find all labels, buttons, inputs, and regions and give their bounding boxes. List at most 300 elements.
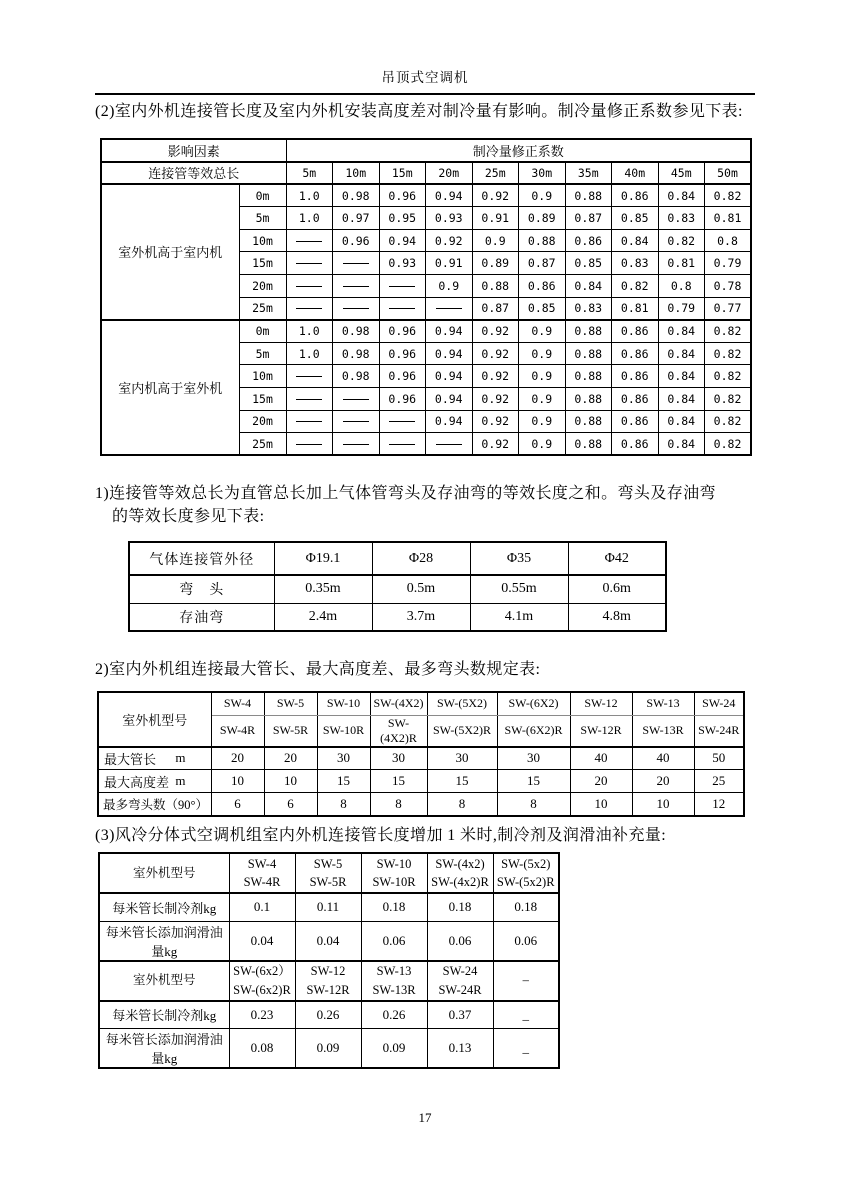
coefficient-value: 0.92 bbox=[472, 388, 519, 411]
length-col-header: 40m bbox=[612, 162, 659, 185]
cell-value: 20 bbox=[211, 747, 264, 770]
na-dash bbox=[296, 263, 322, 264]
cell-value: 0.6m bbox=[568, 575, 666, 603]
na-dash bbox=[343, 399, 369, 400]
model-name: SW-5 bbox=[264, 692, 317, 715]
coefficient-value bbox=[286, 365, 333, 388]
coefficient-value: 0.84 bbox=[658, 184, 705, 207]
coefficient-value: 0.88 bbox=[565, 388, 612, 411]
model-name: – bbox=[493, 961, 559, 1001]
coefficient-value: 0.88 bbox=[565, 184, 612, 207]
model-name: SW-24R bbox=[694, 715, 744, 747]
note2-text: 2)室内外机组连接最大管长、最大高度差、最多弯头数规定表: bbox=[95, 661, 541, 678]
row-label: 弯 头 bbox=[129, 575, 274, 603]
coefficient-value: 0.94 bbox=[379, 229, 426, 252]
coefficient-value: 0.92 bbox=[426, 229, 473, 252]
model-name: SW-(4x2) SW-(4x2)R bbox=[427, 853, 493, 893]
length-col-header: 5m bbox=[286, 162, 333, 185]
height-diff-label: 25m bbox=[239, 297, 286, 320]
row-label bbox=[98, 747, 211, 770]
na-dash bbox=[389, 444, 415, 445]
length-col-header: 10m bbox=[333, 162, 380, 185]
coefficient-value: 0.96 bbox=[379, 365, 426, 388]
coefficient-value: 0.86 bbox=[612, 365, 659, 388]
coefficient-value bbox=[333, 252, 380, 275]
model-name: SW-4 bbox=[211, 692, 264, 715]
coefficient-value: 0.84 bbox=[658, 365, 705, 388]
cell-value: 4.1m bbox=[470, 603, 568, 631]
coefficient-value: 0.92 bbox=[472, 342, 519, 365]
coefficient-value: 0.77 bbox=[705, 297, 752, 320]
coefficient-value: 0.87 bbox=[519, 252, 566, 275]
coefficient-value: 0.82 bbox=[705, 184, 752, 207]
coefficient-value bbox=[333, 297, 380, 320]
table-row bbox=[99, 1029, 559, 1069]
na-dash bbox=[436, 444, 462, 445]
cell-value: 15 bbox=[497, 770, 570, 793]
refrigerant-supplement-table bbox=[98, 852, 560, 1069]
coefficient-value bbox=[286, 433, 333, 456]
model-name: SW-13 bbox=[632, 692, 694, 715]
model-name: SW-12 bbox=[570, 692, 632, 715]
equivalent-length-table bbox=[128, 541, 667, 632]
coefficient-value: 0.82 bbox=[705, 365, 752, 388]
table-row bbox=[101, 320, 751, 343]
model-header: 室外机型号 bbox=[98, 692, 211, 747]
coefficient-value bbox=[333, 275, 380, 298]
cell-value: 0.06 bbox=[427, 921, 493, 961]
height-diff-label: 15m bbox=[239, 388, 286, 411]
coefficient-value bbox=[333, 410, 380, 433]
na-dash bbox=[296, 286, 322, 287]
table-row bbox=[101, 184, 751, 207]
coefficient-value: 0.94 bbox=[426, 320, 473, 343]
section2-intro: (2)室内外机连接管长度及室内外机安装高度差对制冷量有影响。制冷量修正系数参见下表: bbox=[95, 103, 743, 120]
model-name: SW-13R bbox=[632, 715, 694, 747]
table-row bbox=[99, 853, 559, 893]
table-row bbox=[129, 575, 666, 603]
cell-value: 20 bbox=[264, 747, 317, 770]
cell-value: 0.06 bbox=[493, 921, 559, 961]
coefficient-value bbox=[379, 275, 426, 298]
height-diff-label: 15m bbox=[239, 252, 286, 275]
model-name: SW-(5X2) bbox=[427, 692, 497, 715]
model-name: SW-12R bbox=[570, 715, 632, 747]
row-label bbox=[98, 770, 211, 793]
coefficient-value: 0.9 bbox=[472, 229, 519, 252]
table-row bbox=[129, 542, 666, 575]
coefficient-value: 1.0 bbox=[286, 207, 333, 230]
coefficient-value: 0.96 bbox=[379, 320, 426, 343]
coefficient-value: 0.97 bbox=[333, 207, 380, 230]
na-dash bbox=[296, 444, 322, 445]
cell-value: 0.5m bbox=[372, 575, 470, 603]
max-limits-table bbox=[97, 691, 745, 817]
row-label: 最多弯头数（90°） bbox=[98, 793, 211, 816]
coefficient-value: 0.98 bbox=[333, 320, 380, 343]
coefficient-value: 0.86 bbox=[612, 320, 659, 343]
na-dash bbox=[343, 308, 369, 309]
cell-value: 0.04 bbox=[295, 921, 361, 961]
note1-line2: 的等效长度参见下表: bbox=[112, 508, 265, 526]
row-label: 每米管长制冷剂kg bbox=[99, 1001, 229, 1029]
coefficient-value: 0.96 bbox=[379, 184, 426, 207]
length-col-header: 25m bbox=[472, 162, 519, 185]
coefficient-value: 0.86 bbox=[612, 433, 659, 456]
model-name: SW-24 bbox=[694, 692, 744, 715]
coefficient-value: 0.81 bbox=[658, 252, 705, 275]
cell-value: 0.18 bbox=[361, 893, 427, 921]
coefficient-value bbox=[286, 297, 333, 320]
cell-value: 0.26 bbox=[295, 1001, 361, 1029]
coefficient-value: 0.86 bbox=[612, 184, 659, 207]
model-name: SW-5 SW-5R bbox=[295, 853, 361, 893]
coefficient-value: 0.88 bbox=[519, 229, 566, 252]
coefficient-value: 0.84 bbox=[658, 320, 705, 343]
coefficient-value: 0.79 bbox=[658, 297, 705, 320]
coefficient-value: 0.86 bbox=[565, 229, 612, 252]
length-col-header: 35m bbox=[565, 162, 612, 185]
row-label: 每米管长添加润滑油量kg bbox=[99, 1029, 229, 1069]
na-dash bbox=[296, 241, 322, 242]
coefficient-value: 0.83 bbox=[658, 207, 705, 230]
coefficient-value bbox=[379, 297, 426, 320]
coefficient-value: 0.84 bbox=[658, 388, 705, 411]
group-label: 室内机高于室外机 bbox=[101, 320, 239, 456]
coefficient-value: 0.98 bbox=[333, 365, 380, 388]
cell-value: 0.04 bbox=[229, 921, 295, 961]
coefficient-value: 0.88 bbox=[472, 275, 519, 298]
model-name: SW-10R bbox=[317, 715, 370, 747]
length-col-header: 15m bbox=[379, 162, 426, 185]
coefficient-value: 0.96 bbox=[333, 229, 380, 252]
na-dash bbox=[389, 308, 415, 309]
height-diff-label: 10m bbox=[239, 229, 286, 252]
cell-value: 20 bbox=[632, 770, 694, 793]
coefficient-value: 0.9 bbox=[426, 275, 473, 298]
cell-value: 8 bbox=[497, 793, 570, 816]
length-col-header: 20m bbox=[426, 162, 473, 185]
model-name: SW-(4X2) bbox=[370, 692, 427, 715]
coefficient-value: 0.84 bbox=[565, 275, 612, 298]
coefficient-value: 0.96 bbox=[379, 388, 426, 411]
coefficient-value: 0.82 bbox=[705, 342, 752, 365]
coefficient-value: 0.94 bbox=[426, 365, 473, 388]
model-name: SW-13 SW-13R bbox=[361, 961, 427, 1001]
na-dash bbox=[343, 444, 369, 445]
coefficient-value: 0.87 bbox=[472, 297, 519, 320]
table-row bbox=[98, 692, 744, 715]
cell-value: 25 bbox=[694, 770, 744, 793]
coefficient-value: 0.82 bbox=[658, 229, 705, 252]
cell-value: 0.35m bbox=[274, 575, 372, 603]
coefficient-value: 1.0 bbox=[286, 184, 333, 207]
coefficient-value: 0.8 bbox=[658, 275, 705, 298]
model-name: SW-(5x2) SW-(5x2)R bbox=[493, 853, 559, 893]
coefficient-value: 0.82 bbox=[612, 275, 659, 298]
row-label: 每米管长添加润滑油量kg bbox=[99, 921, 229, 961]
coefficient-value: 0.82 bbox=[705, 410, 752, 433]
na-dash bbox=[436, 308, 462, 309]
coefficient-value: 0.88 bbox=[565, 433, 612, 456]
row-unit: m bbox=[175, 750, 186, 766]
height-diff-label: 0m bbox=[239, 184, 286, 207]
coefficient-value: 0.81 bbox=[705, 207, 752, 230]
na-dash bbox=[343, 263, 369, 264]
height-diff-label: 20m bbox=[239, 275, 286, 298]
coefficient-value: 0.89 bbox=[472, 252, 519, 275]
coefficient-value: 1.0 bbox=[286, 342, 333, 365]
cell-value: Φ19.1 bbox=[274, 542, 372, 575]
coefficient-value: 0.86 bbox=[612, 388, 659, 411]
cell-value: 0.55m bbox=[470, 575, 568, 603]
row-unit: m bbox=[175, 773, 186, 788]
model-name: SW-(6x2） SW-(6x2)R bbox=[229, 961, 295, 1001]
coefficient-value bbox=[426, 297, 473, 320]
coefficient-value: 0.98 bbox=[333, 184, 380, 207]
model-name: SW-(6X2)R bbox=[497, 715, 570, 747]
cell-value: 0.08 bbox=[229, 1029, 295, 1069]
table-row bbox=[101, 162, 751, 185]
cell-value: 3.7m bbox=[372, 603, 470, 631]
coefficient-value bbox=[333, 388, 380, 411]
cell-value: 15 bbox=[427, 770, 497, 793]
cell-value: 40 bbox=[570, 747, 632, 770]
coefficient-value bbox=[286, 229, 333, 252]
row-label: 气体连接管外径 bbox=[129, 542, 274, 575]
coefficient-value: 0.9 bbox=[519, 388, 566, 411]
coefficient-value bbox=[286, 410, 333, 433]
length-col-header: 45m bbox=[658, 162, 705, 185]
row-label: 存油弯 bbox=[129, 603, 274, 631]
coefficient-value: 0.94 bbox=[426, 184, 473, 207]
na-dash bbox=[389, 421, 415, 422]
cell-value: 0.11 bbox=[295, 893, 361, 921]
height-diff-label: 20m bbox=[239, 410, 286, 433]
table-row bbox=[98, 747, 744, 770]
model-name: SW-(5X2)R bbox=[427, 715, 497, 747]
coefficient-value: 0.92 bbox=[472, 410, 519, 433]
cell-value: 30 bbox=[427, 747, 497, 770]
height-diff-label: 5m bbox=[239, 342, 286, 365]
cell-value: 0.1 bbox=[229, 893, 295, 921]
coefficient-value: 0.93 bbox=[379, 252, 426, 275]
length-header: 连接管等效总长 bbox=[101, 162, 286, 185]
model-name: SW-(6X2) bbox=[497, 692, 570, 715]
coefficient-value: 0.98 bbox=[333, 342, 380, 365]
length-col-header: 50m bbox=[705, 162, 752, 185]
na-dash bbox=[296, 308, 322, 309]
cell-value: 30 bbox=[317, 747, 370, 770]
table-row bbox=[129, 603, 666, 631]
coefficient-value: 0.8 bbox=[705, 229, 752, 252]
cell-value: 8 bbox=[317, 793, 370, 816]
coefficient-value: 0.92 bbox=[472, 184, 519, 207]
cell-value: 15 bbox=[317, 770, 370, 793]
coefficient-value: 0.86 bbox=[519, 275, 566, 298]
coefficient-value: 0.87 bbox=[565, 207, 612, 230]
cell-value: 0.13 bbox=[427, 1029, 493, 1069]
model-header: 室外机型号 bbox=[99, 853, 229, 893]
factor-header: 影响因素 bbox=[101, 139, 286, 162]
model-header: 室外机型号 bbox=[99, 961, 229, 1001]
coefficient-value: 0.81 bbox=[612, 297, 659, 320]
coefficient-value: 0.86 bbox=[612, 342, 659, 365]
coefficient-value: 0.9 bbox=[519, 410, 566, 433]
coefficient-value: 0.91 bbox=[472, 207, 519, 230]
coefficient-value bbox=[286, 275, 333, 298]
coefficient-value bbox=[333, 433, 380, 456]
coefficient-value: 0.82 bbox=[705, 320, 752, 343]
cell-value: 0.23 bbox=[229, 1001, 295, 1029]
coefficient-value: 0.85 bbox=[519, 297, 566, 320]
coefficient-value: 0.83 bbox=[612, 252, 659, 275]
cell-value: 8 bbox=[427, 793, 497, 816]
table-row bbox=[99, 921, 559, 961]
length-col-header: 30m bbox=[519, 162, 566, 185]
coefficient-value: 0.95 bbox=[379, 207, 426, 230]
coefficient-value: 0.89 bbox=[519, 207, 566, 230]
height-diff-label: 5m bbox=[239, 207, 286, 230]
coefficient-value: 0.9 bbox=[519, 342, 566, 365]
coefficient-value: 0.88 bbox=[565, 365, 612, 388]
coefficient-value: 0.84 bbox=[612, 229, 659, 252]
cell-value: 20 bbox=[570, 770, 632, 793]
header-title: 吊顶式空调机 bbox=[381, 70, 469, 85]
coefficient-value: 0.94 bbox=[426, 388, 473, 411]
cell-value: 40 bbox=[632, 747, 694, 770]
cell-value: _ bbox=[493, 1029, 559, 1069]
na-dash bbox=[296, 421, 322, 422]
table-row bbox=[98, 793, 744, 816]
cell-value: 10 bbox=[211, 770, 264, 793]
model-name: SW-10 bbox=[317, 692, 370, 715]
coefficient-value: 0.91 bbox=[426, 252, 473, 275]
coefficient-value bbox=[379, 410, 426, 433]
na-dash bbox=[296, 399, 322, 400]
coefficient-value: 0.92 bbox=[472, 365, 519, 388]
table-row bbox=[99, 893, 559, 921]
coefficient-value: 0.88 bbox=[565, 342, 612, 365]
na-dash bbox=[343, 421, 369, 422]
coefficient-header: 制冷量修正系数 bbox=[286, 139, 751, 162]
coefficient-value: 0.96 bbox=[379, 342, 426, 365]
cell-value: 0.09 bbox=[295, 1029, 361, 1069]
row-label-text: 最大高度差 bbox=[104, 774, 170, 790]
cell-value: 2.4m bbox=[274, 603, 372, 631]
coefficient-value bbox=[379, 433, 426, 456]
cell-value: 0.09 bbox=[361, 1029, 427, 1069]
cell-value: 6 bbox=[264, 793, 317, 816]
coefficient-value: 0.84 bbox=[658, 410, 705, 433]
na-dash bbox=[296, 376, 322, 377]
coefficient-value bbox=[286, 252, 333, 275]
note1-line1: 1)连接管等效总长为直管总长加上气体管弯头及存油弯的等效长度之和。弯头及存油弯 bbox=[95, 485, 716, 502]
model-name: SW-(4X2)R bbox=[370, 715, 427, 747]
section3-intro: (3)风冷分体式空调机组室内外机连接管长度增加 1 米时,制冷剂及润滑油补充量: bbox=[95, 827, 667, 844]
coefficient-value: 0.92 bbox=[472, 320, 519, 343]
coefficient-value: 0.94 bbox=[426, 410, 473, 433]
coefficient-value: 0.86 bbox=[612, 410, 659, 433]
table-row bbox=[101, 139, 751, 162]
page-number: 17 bbox=[418, 1110, 432, 1125]
cell-value: _ bbox=[493, 1001, 559, 1029]
coefficient-value: 0.92 bbox=[472, 433, 519, 456]
na-dash bbox=[389, 286, 415, 287]
table-row bbox=[99, 961, 559, 1001]
cell-value: Φ28 bbox=[372, 542, 470, 575]
cell-value: 6 bbox=[211, 793, 264, 816]
coefficient-value: 0.93 bbox=[426, 207, 473, 230]
table-row bbox=[99, 1001, 559, 1029]
cell-value: 0.06 bbox=[361, 921, 427, 961]
coefficient-value: 0.85 bbox=[565, 252, 612, 275]
model-name: SW-4R bbox=[211, 715, 264, 747]
coefficient-value: 0.9 bbox=[519, 433, 566, 456]
height-diff-label: 25m bbox=[239, 433, 286, 456]
cell-value: 0.37 bbox=[427, 1001, 493, 1029]
height-diff-label: 10m bbox=[239, 365, 286, 388]
cell-value: Φ35 bbox=[470, 542, 568, 575]
coefficient-value: 0.9 bbox=[519, 320, 566, 343]
cell-value: 15 bbox=[370, 770, 427, 793]
coefficient-value: 0.84 bbox=[658, 433, 705, 456]
cell-value: 10 bbox=[632, 793, 694, 816]
coefficient-value: 0.9 bbox=[519, 365, 566, 388]
model-name: SW-24 SW-24R bbox=[427, 961, 493, 1001]
coefficient-value bbox=[286, 388, 333, 411]
cell-value: Φ42 bbox=[568, 542, 666, 575]
na-dash bbox=[343, 286, 369, 287]
model-name: SW-5R bbox=[264, 715, 317, 747]
coefficient-value bbox=[426, 433, 473, 456]
coefficient-value: 0.82 bbox=[705, 388, 752, 411]
cell-value: 0.18 bbox=[493, 893, 559, 921]
coefficient-value: 0.94 bbox=[426, 342, 473, 365]
coefficient-value: 0.78 bbox=[705, 275, 752, 298]
model-name: SW-4 SW-4R bbox=[229, 853, 295, 893]
cell-value: 12 bbox=[694, 793, 744, 816]
coefficient-value: 0.88 bbox=[565, 320, 612, 343]
cell-value: 30 bbox=[370, 747, 427, 770]
cooling-correction-table bbox=[100, 138, 752, 456]
model-name: SW-10 SW-10R bbox=[361, 853, 427, 893]
cell-value: 10 bbox=[570, 793, 632, 816]
cell-value: 8 bbox=[370, 793, 427, 816]
coefficient-value: 0.9 bbox=[519, 184, 566, 207]
row-label: 每米管长制冷剂kg bbox=[99, 893, 229, 921]
coefficient-value: 0.79 bbox=[705, 252, 752, 275]
cell-value: 50 bbox=[694, 747, 744, 770]
cell-value: 30 bbox=[497, 747, 570, 770]
cell-value: 10 bbox=[264, 770, 317, 793]
note1-text bbox=[95, 482, 775, 528]
group-label: 室外机高于室内机 bbox=[101, 184, 239, 320]
cell-value: 4.8m bbox=[568, 603, 666, 631]
coefficient-value: 0.88 bbox=[565, 410, 612, 433]
row-label-text: 最大管长 bbox=[104, 751, 157, 767]
coefficient-value: 0.82 bbox=[705, 433, 752, 456]
cell-value: 0.18 bbox=[427, 893, 493, 921]
document-header bbox=[95, 66, 755, 95]
table-row bbox=[98, 770, 744, 793]
coefficient-value: 0.84 bbox=[658, 342, 705, 365]
coefficient-value: 0.85 bbox=[612, 207, 659, 230]
coefficient-value: 1.0 bbox=[286, 320, 333, 343]
height-diff-label: 0m bbox=[239, 320, 286, 343]
coefficient-value: 0.83 bbox=[565, 297, 612, 320]
model-name: SW-12 SW-12R bbox=[295, 961, 361, 1001]
